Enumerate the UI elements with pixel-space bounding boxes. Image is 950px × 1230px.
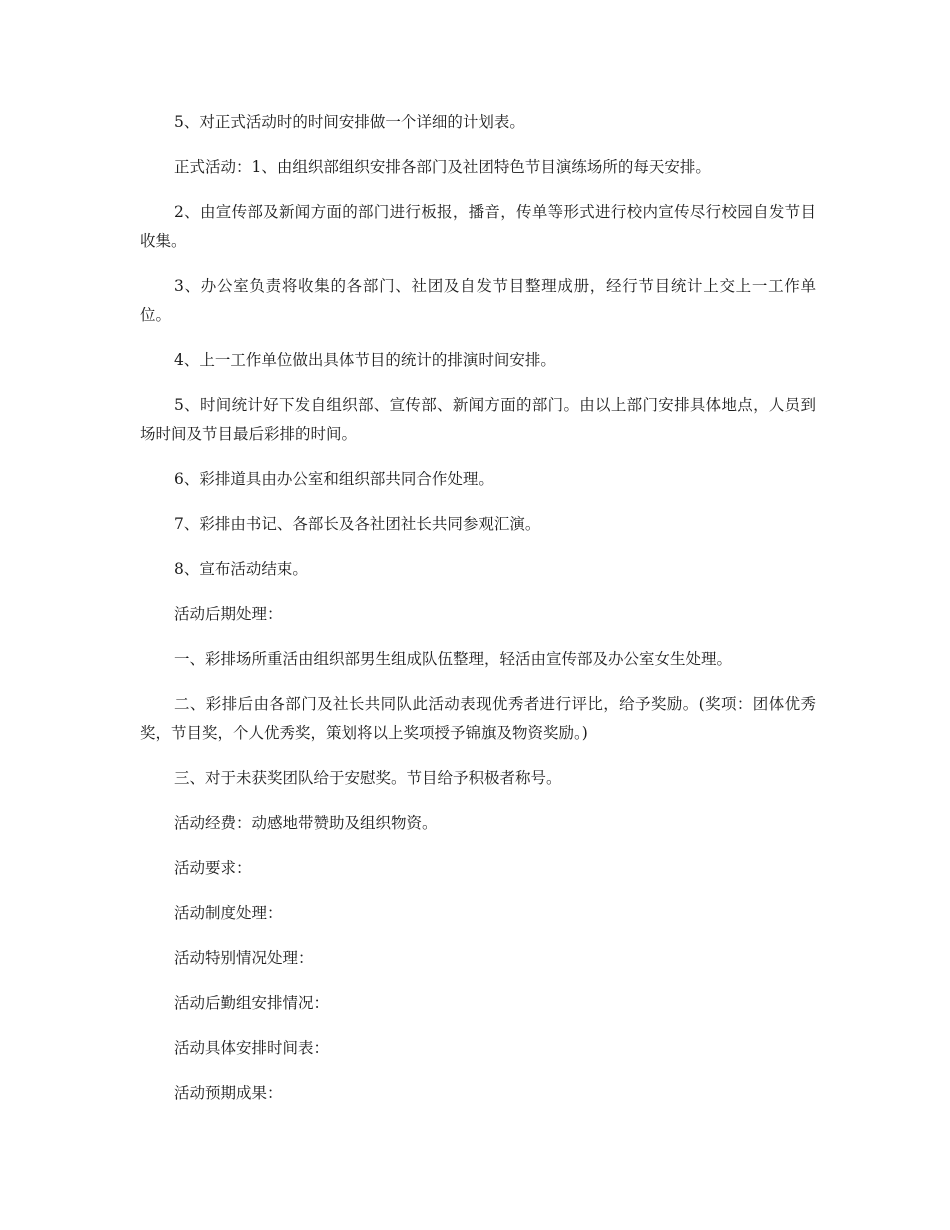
paragraph-10: 活动后期处理： [174, 605, 283, 623]
paragraph-20: 活动预期成果： [174, 1084, 283, 1102]
paragraph-3: 2、由宣传部及新闻方面的部门进行板报，播音，传单等形式进行校内宣传尽行校园自发节目收集。 [140, 203, 816, 250]
paragraph-11: 一、彩排场所重活由组织部男生组成队伍整理，轻活由宣传部及办公室女生处理。 [174, 650, 733, 668]
paragraph-19: 活动具体安排时间表： [174, 1039, 330, 1057]
paragraph-9: 8、宣布活动结束。 [174, 560, 308, 578]
paragraph-7: 6、彩排道具由办公室和组织部共同合作处理。 [174, 470, 494, 488]
paragraph-15: 活动要求： [174, 859, 252, 877]
document-body [140, 108, 816, 1124]
paragraph-2: 正式活动：1、由组织部组织安排各部门及社团特色节目演练场所的每天安排。 [174, 158, 711, 176]
paragraph-12: 二、彩排后由各部门及社长共同队此活动表现优秀者进行评比，给予奖励。(奖项：团体优秀奖，节目奖，个人优秀奖，策划将以上奖项授予锦旗及物资奖励。) [140, 695, 816, 742]
paragraph-1: 5、对正式活动时的时间安排做一个详细的计划表。 [174, 113, 525, 131]
paragraph-4: 3、办公室负责将收集的各部门、社团及自发节目整理成册，经行节目统计上交上一工作单位。 [140, 277, 816, 324]
paragraph-17: 活动特别情况处理： [174, 949, 314, 967]
paragraph-6: 5、时间统计好下发自组织部、宣传部、新闻方面的部门。由以上部门安排具体地点，人员到场时间及节目最后彩排的时间。 [140, 396, 816, 443]
paragraph-16: 活动制度处理： [174, 904, 283, 922]
paragraph-13: 三、对于未获奖团队给于安慰奖。节目给予积极者称号。 [174, 769, 562, 787]
paragraph-5: 4、上一工作单位做出具体节目的统计的排演时间安排。 [174, 351, 556, 369]
paragraph-14: 活动经费：动感地带赞助及组织物资。 [174, 814, 438, 832]
paragraph-8: 7、彩排由书记、各部长及各社团社长共同参观汇演。 [174, 515, 541, 533]
paragraph-18: 活动后勤组安排情况： [174, 994, 330, 1012]
